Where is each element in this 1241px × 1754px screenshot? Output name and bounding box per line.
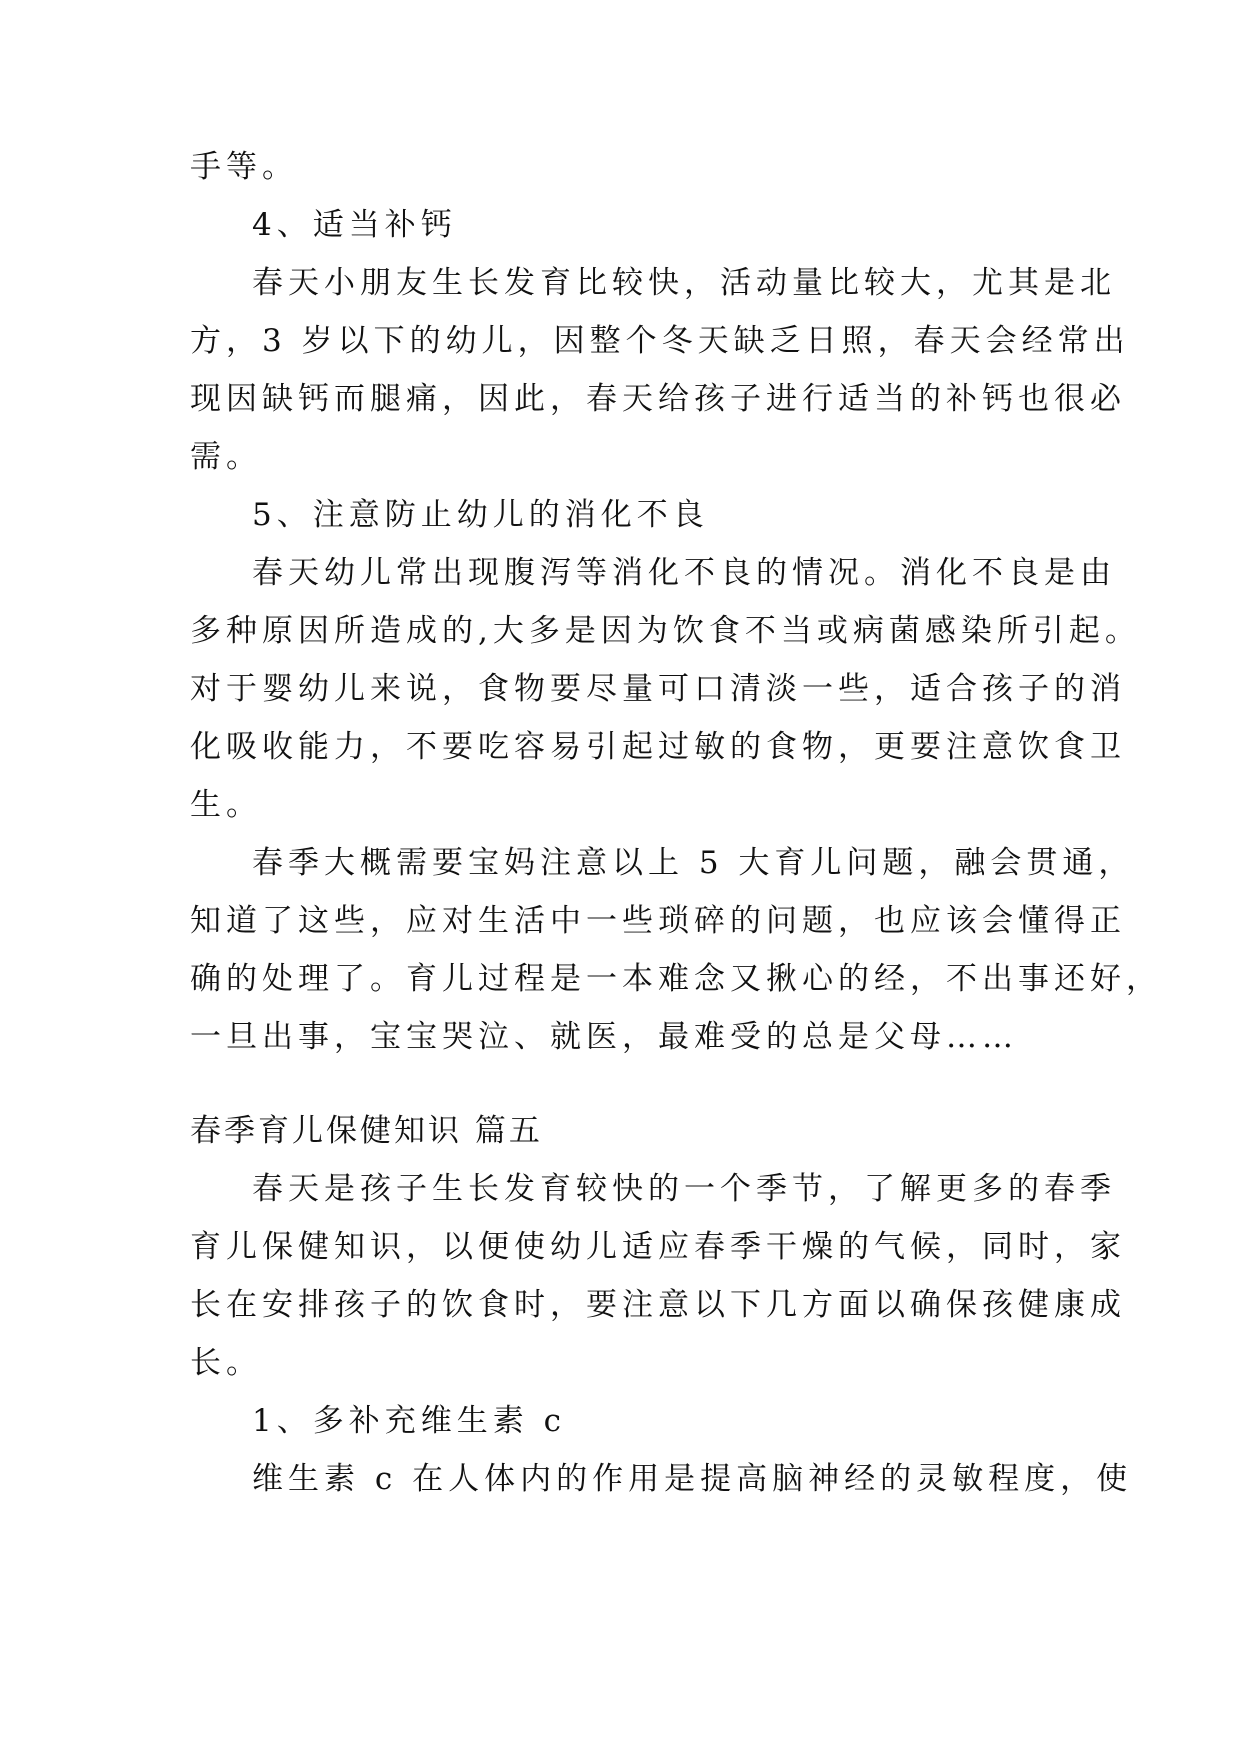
text-line: 现因缺钙而腿痛，因此，春天给孩子进行适当的补钙也很必 <box>190 381 1126 417</box>
text-line: 化吸收能力，不要吃容易引起过敏的食物，更要注意饮食卫 <box>190 729 1126 765</box>
text-line: 多种原因所造成的,大多是因为饮食不当或病菌感染所引起。 <box>190 613 1141 649</box>
text-line: 维生素 c 在人体内的作用是提高脑神经的灵敏程度，使 <box>252 1461 1133 1497</box>
text-line: 对于婴幼儿来说，食物要尽量可口清淡一些，适合孩子的消 <box>190 671 1126 707</box>
text-line: 确的处理了。育儿过程是一本难念又揪心的经，不出事还好， <box>190 961 1162 997</box>
text-line: 方，3 岁以下的幼儿，因整个冬天缺乏日照，春天会经常出 <box>190 323 1130 359</box>
section-heading: 5、注意防止幼儿的消化不良 <box>252 497 709 533</box>
text-line: 长。 <box>190 1345 262 1381</box>
text-line: 生。 <box>190 787 262 823</box>
text-line: 一旦出事，宝宝哭泣、就医，最难受的总是父母…… <box>190 1019 1018 1055</box>
text-line: 春天是孩子生长发育较快的一个季节，了解更多的春季 <box>252 1171 1116 1207</box>
text-line: 春天幼儿常出现腹泻等消化不良的情况。消化不良是由 <box>252 555 1116 591</box>
text-line: 需。 <box>190 439 262 475</box>
section-heading: 1、多补充维生素 c <box>252 1403 566 1439</box>
text-line: 春季大概需要宝妈注意以上 5 大育儿问题，融会贯通， <box>252 845 1135 881</box>
text-line: 手等。 <box>190 149 298 185</box>
text-line: 育儿保健知识，以便使幼儿适应春季干燥的气候，同时，家 <box>190 1229 1126 1265</box>
section-heading: 4、适当补钙 <box>252 207 457 243</box>
section-title: 春季育儿保健知识 篇五 <box>190 1113 543 1149</box>
text-line: 知道了这些，应对生活中一些琐碎的问题，也应该会懂得正 <box>190 903 1126 939</box>
text-line: 长在安排孩子的饮食时，要注意以下几方面以确保孩健康成 <box>190 1287 1126 1323</box>
text-line: 春天小朋友生长发育比较快，活动量比较大，尤其是北 <box>252 265 1116 301</box>
